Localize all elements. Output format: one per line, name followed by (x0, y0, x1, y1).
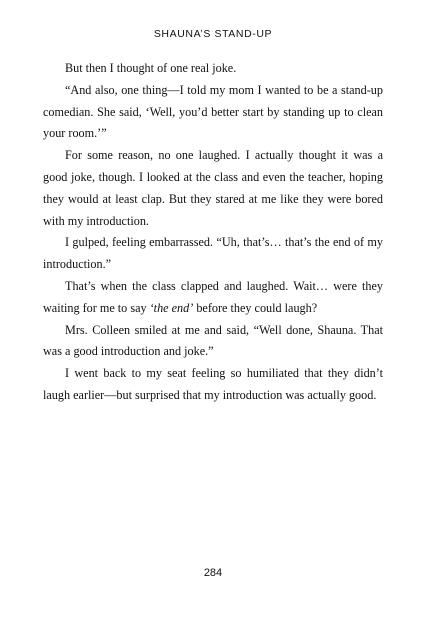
paragraph: Mrs. Colleen smiled at me and said, “Well done, Shauna. That was a good introduction and joke.” (43, 322, 383, 359)
body-text (43, 58, 383, 407)
paragraph: For some reason, no one laughed. I actually thought it was a good joke, though. I looked at the class and even the teacher, hoping they would at least clap. But they stared at me like they were bored with my introduction. (43, 148, 383, 228)
paragraph-with-italic (43, 276, 383, 320)
page-number: 284 (203, 567, 223, 579)
paragraph-text: That’s when the class clapped and laughed. Wait… were they waiting for me to say (43, 278, 383, 315)
paragraph: But then I thought of one real joke. (65, 61, 237, 75)
paragraph-text: before they could laugh? (193, 300, 318, 315)
paragraph: I went back to my seat feeling so humiliated that they didn’t laugh earlier—but surprised that my introduction was actually good. (43, 366, 383, 402)
italic-phrase: ‘the end’ (149, 300, 194, 315)
paragraph: I gulped, feeling embarrassed. “Uh, that’s… that’s the end of my introduction.” (43, 235, 383, 272)
paragraph: “And also, one thing—I told my mom I wanted to be a stand-up comedian. She said, ‘Well, you’d better start by standing up to clean your room.’” (43, 82, 383, 141)
running-header: SHAUNA’S STAND-UP (153, 28, 273, 40)
